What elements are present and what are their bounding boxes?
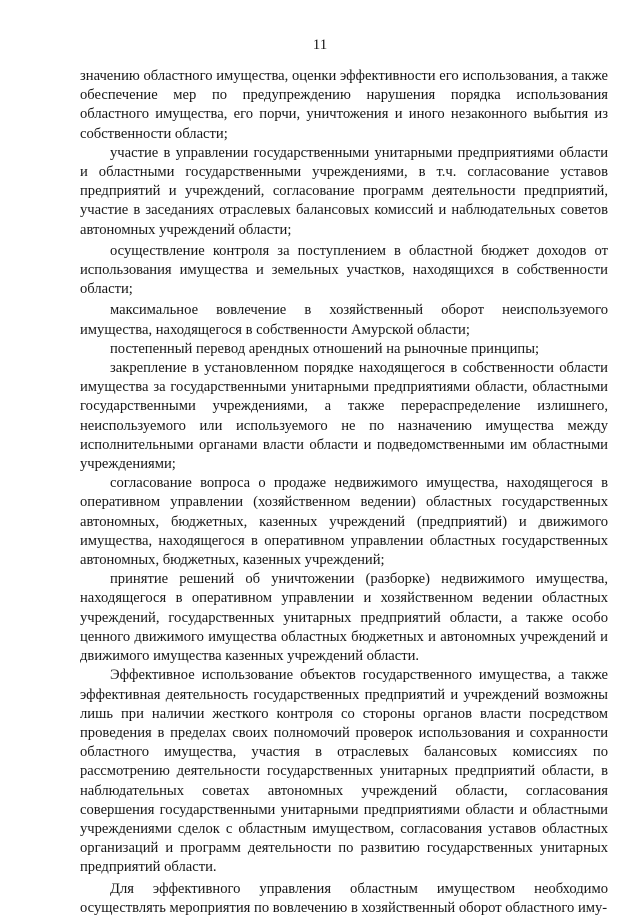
body-text xyxy=(80,67,608,918)
paragraph: Для эффективного управления областным имуществом необходимо осуществлять мероприятия по вовлечению в хозяйственный оборот областного иму- xyxy=(80,880,608,916)
paragraph: принятие решений об уничтожении (разборке) недвижимого имущества, находящегося в оперативном управлении и хозяйственном ведении областных учреждений, государственных унитарных предприятий области, а также особо ценного движимого имущества областных бюджетных и автономных учреждений и движимого имущества казенных учреждений области. xyxy=(80,571,608,665)
paragraph: закрепление в установленном порядке находящегося в собственности области имущества за государственными унитарными предприятиями области, областными государственными учреждениями, а также перераспределение излишнего, неиспользуемого или используемого не по назначению имущества между исполнительными органами власти области и подведомственными им областными учреждениями; xyxy=(80,360,608,473)
paragraph: значению областного имущества, оценки эффективности его использования, а также обеспечение мер по предупреждению нарушения порядка использования областного имущества, его порчи, уничтожения и иного незаконного выбытия из собственности области; xyxy=(80,68,608,142)
paragraph: осуществление контроля за поступлением в областной бюджет доходов от использования имущества и земельных участков, находящихся в собственности области; xyxy=(80,242,608,298)
paragraph: участие в управлении государственными унитарными предприятиями области и областными государственными учреждениями, в т.ч. согласование уставов предприятий и учреждений, согласование программ деятельности предприятий, участие в заседаниях отраслевых балансовых комиссий и наблюдательных советов автономных учреждений области; xyxy=(80,144,608,238)
paragraph: максимальное вовлечение в хозяйственный оборот неиспользуемого имущества, находящегося в собственности Амурской области; xyxy=(80,302,608,338)
paragraph: постепенный перевод арендных отношений на рыночные принципы; xyxy=(110,340,540,357)
paragraph: согласование вопроса о продаже недвижимого имущества, находящегося в оперативном управлении (хозяйственном ведении) областных государственных автономных, бюджетных, казенных учреждений (предприятий) и движимого имущества, находящегося в оперативном управлении областных государственных автономных, бюджетных, казенных учреждений; xyxy=(80,475,608,569)
paragraph: Эффективное использование объектов государственного имущества, а также эффективная деятельность государственных предприятий и учреждений возможны лишь при наличии жесткого контроля со стороны органов власти посредством проведения в пределах своих полномочий проверок использования и сохранности областного имущества, участия в отраслевых балансовых комиссиях по рассмотрению деятельности государственных унитарных предприятий области, в наблюдательных советах автономных учреждений области, согласования совершения государственными унитарными предприятиями области и областными учреждениями сделок с областным имуществом, согласования уставов областных организаций и программ деятельности по развитию государственных унитарных предприятий области. xyxy=(80,667,608,876)
page-number: 11 xyxy=(312,37,328,53)
